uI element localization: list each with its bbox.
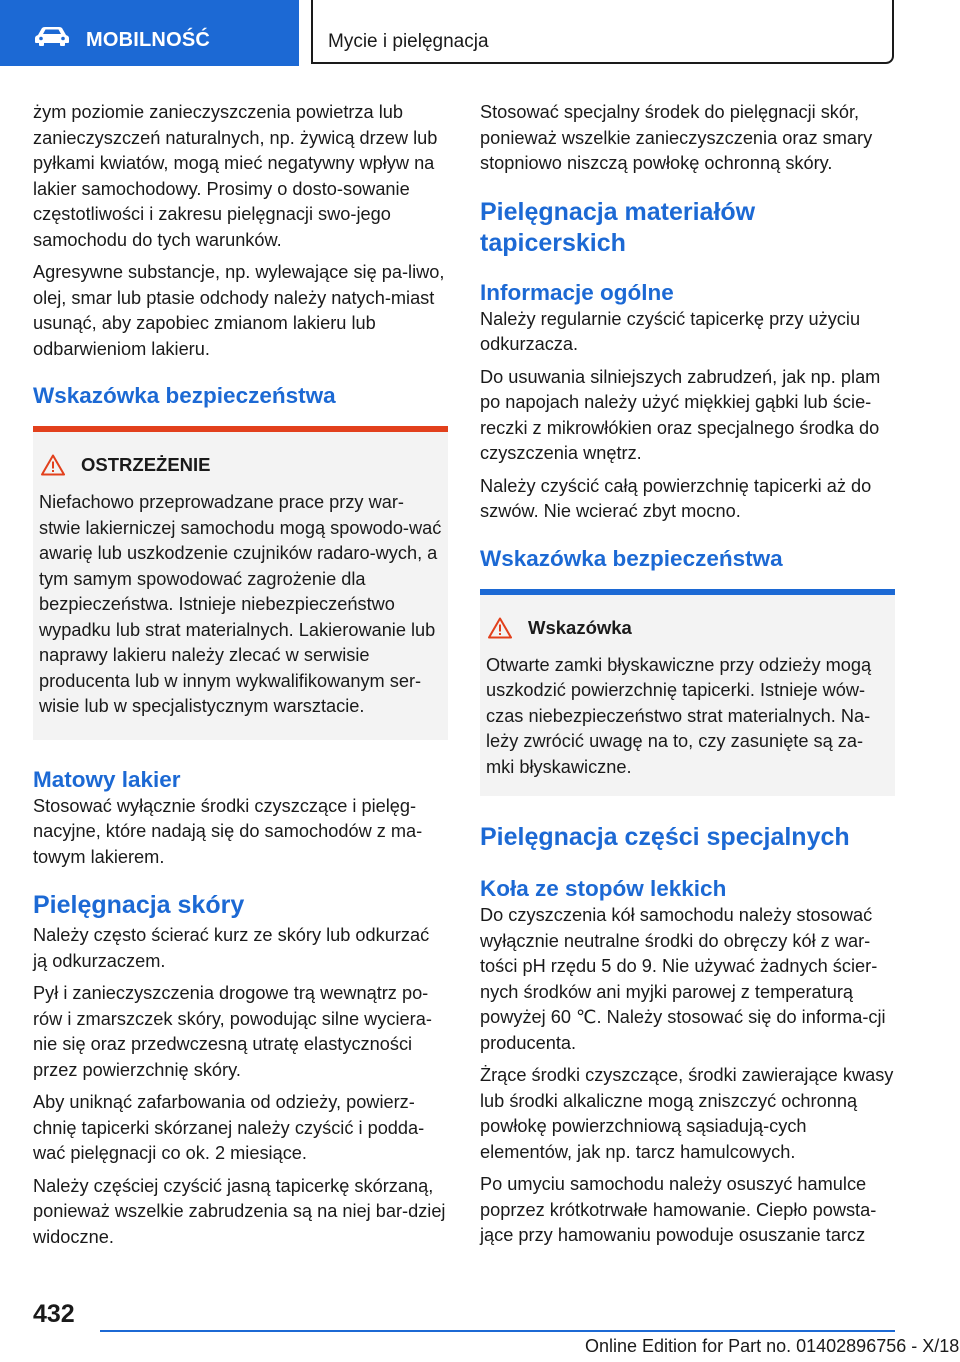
note-text: Otwarte zamki błyskawiczne przy odzieży mogą uszkodzić powierzchnię tapicerki. Istnieje wów-czas niebezpieczeństwo strat materialnych. Na-leży zwrócić uwagę na to, czy zasunięte są za-mki błyskawiczne. (486, 654, 872, 777)
paragraph: Należy częściej czyścić jasną tapicerkę skórzaną, ponieważ wszelkie zabrudzenia są na niej bar-dziej widoczne. (33, 1175, 446, 1247)
chapter-tab-label: MOBILNOŚĆ (86, 29, 211, 51)
heading-matte-paint: Matowy lakier (33, 766, 181, 792)
paragraph: Do czyszczenia kół samochodu należy stosować wyłącznie neutralne środki do obręczy kół z war-tości pH rzędu 5 do 9. Nie używać żadnych ścier-nych środków ani myjki parowej z temperaturą powyżej 60 ℃. Należy stosować się do informa-cji producenta. (480, 905, 886, 1053)
heading-general-info: Informacje ogólne (480, 279, 674, 305)
left-column (33, 100, 448, 1257)
paragraph: żym poziomie zanieczyszczenia powietrza lub zanieczyszczeń naturalnych, np. żywicą drzew lub pyłkami kwiatów, mogą mieć negatywny wpływ na lakier samochodowy. Prosimy o dosto-sowanie częstotliwości i zakresu pielęgnacji swo-jego samochodu do tych warunków. (33, 102, 438, 250)
right-column (480, 100, 895, 1256)
heading-safety-note: Wskazówka bezpieczeństwa (33, 383, 336, 408)
car-icon (34, 26, 70, 46)
paragraph: Agresywne substancje, np. wylewające się pa-liwo, olej, smar lub ptasie odchody należy natych-miast usunąć, aby zapobiec zmianom lakieru lub odbarwieniom lakieru. (33, 262, 445, 359)
warning-title: OSTRZEŻENIE (81, 454, 211, 475)
section-title: Mycie i pielęgnacja (328, 31, 489, 52)
warning-bar (33, 426, 448, 432)
note-box (480, 589, 895, 797)
heading-alloy-wheels: Koła ze stopów lekkich (480, 876, 727, 901)
note-title: Wskazówka (528, 616, 632, 638)
heading-special-parts: Pielęgnacja części specjalnych (480, 823, 850, 851)
warning-triangle-icon (41, 454, 65, 476)
paragraph: Aby uniknąć zafarbowania od odzieży, powierz-chnię tapicerki skórzanej należy czyścić i podda-wać pielęgnacji co ok. 2 miesiące. (33, 1092, 425, 1163)
paragraph: Należy regularnie czyścić tapicerkę przy użyciu odkurzacza. (480, 308, 861, 354)
edition-note: Online Edition for Part no. 01402896756 - X/18 (585, 1336, 960, 1356)
warning-text: Niefachowo przeprowadzane prace przy war-stwie lakierniczej samochodu mogą spowodo-wać awarię lub uszkodzenie czujników radaro-wych, a tym samym spowodować zagrożenie dla bezpieczeństwa. Istnieje niebezpieczeństwo wypadku lub strat materialnych. Lakierowanie lub naprawy lakieru należy zlecać w serwisie producenta lub w innym wykwalifikowanym ser-wisie lub w specjalistycznym warsztacie. (39, 492, 442, 716)
paragraph: Do usuwania silniejszych zabrudzeń, jak np. plam po napojach należy użyć miękkiej gąbki lub ście-reczki z mikrowłókien oraz specjalnego środka do czyszczenia wnętrz. (480, 366, 881, 463)
warning-triangle-icon (488, 617, 512, 639)
heading-leather-care: Pielęgnacja skóry (33, 891, 245, 919)
paragraph: Żrące środki czyszczące, środki zawierające kwasy lub środki alkaliczne mogą zniszczyć ochronną powłokę powierzchniową sąsiadują-cych elementów, jak np. tarcz hamulcowych. (480, 1065, 894, 1162)
note-bar (480, 589, 895, 595)
paragraph: Po umyciu samochodu należy osuszyć hamulce poprzez krótkotrwałe hamowanie. Ciepło powsta-jące przy hamowaniu powoduje osuszanie tarcz (480, 1174, 877, 1245)
paragraph: Pył i zanieczyszczenia drogowe trą wewnątrz po-rów i zmarszczek skóry, powodując silne wyciera-nie się oraz przedwczesną utratę elastyczności przez powierzchnię skóry. (33, 983, 432, 1080)
warning-box (33, 426, 448, 740)
heading-upholstery-care: Pielęgnacja materiałów tapicerskich (480, 197, 756, 257)
footer-divider (100, 1330, 895, 1332)
paragraph: Stosować specjalny środek do pielęgnacji skór, ponieważ wszelkie zanieczyszczenia oraz smary stopniowo niszczą powłokę ochronną skóry. (480, 102, 873, 173)
chapter-tab[interactable] (0, 0, 299, 66)
paragraph: Stosować wyłącznie środki czyszczące i pielęg-nacyjne, które nadają się do samochodów z ma-towym lakierem. (33, 795, 423, 867)
paragraph: Należy czyścić całą powierzchnię tapicerki aż do szwów. Nie wcierać zbyt mocno. (480, 475, 872, 521)
heading-safety-note: Wskazówka bezpieczeństwa (480, 545, 783, 571)
paragraph: Należy często ścierać kurz ze skóry lub odkurzać ją odkurzaczem. (33, 925, 430, 971)
section-header (311, 0, 894, 64)
page-number: 432 (33, 1300, 75, 1328)
